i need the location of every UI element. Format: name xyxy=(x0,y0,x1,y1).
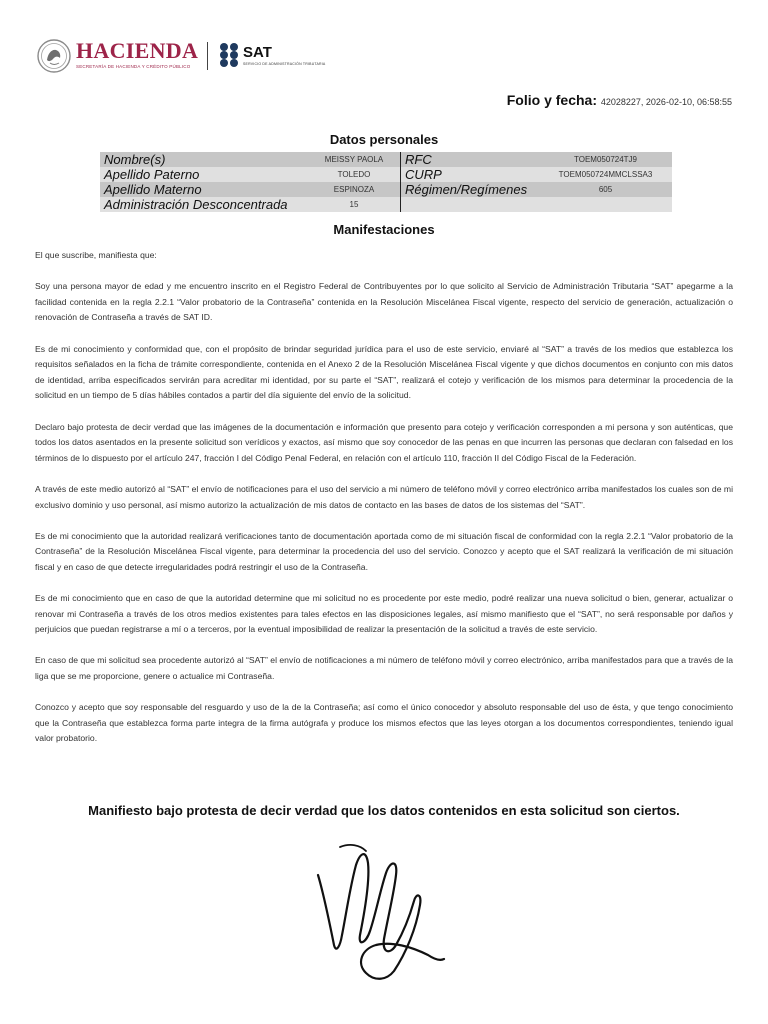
manifestaciones-body xyxy=(35,248,733,763)
label-empty xyxy=(401,197,540,212)
paragraph: A través de este medio autorizó al “SAT” el envío de notificaciones para el uso del servicio a mi número de teléfono móvil y correo electrónico arriba manifestados los cuales son de mi exclusivo dominio y uso personal, así mismo autorizo la actualización de mis datos de contacto en las bases de datos de los sistemas del “SAT”. xyxy=(35,483,733,510)
folio-label: Folio y fecha: xyxy=(506,92,597,108)
hacienda-subtitle: SECRETARÍA DE HACIENDA Y CRÉDITO PÚBLICO xyxy=(76,64,191,69)
paragraph: Declaro bajo protesta de decir verdad que las imágenes de la documentación e información que presento para cotejo y verificación corresponden a mi persona y son auténticas, que todos los datos asentados en la presente solicitud son verídicos y exactos, así mismo que soy conocedor de las penas en que incurren las personas que declaran con falsedad en los términos de lo dispuesto por el artículo 247, fracción I del Código Penal Federal, en relación con el artículo 110, fracción II del Código Fiscal de la Federación. xyxy=(35,421,733,463)
label-curp: CURP xyxy=(401,167,540,182)
header-logos xyxy=(36,38,336,74)
value-administracion: 15 xyxy=(308,197,401,212)
label-rfc: RFC xyxy=(401,152,540,167)
sat-subtitle: SERVICIO DE ADMINISTRACIÓN TRIBUTARIA xyxy=(243,62,326,66)
paragraph: Es de mi conocimiento que en caso de que la autoridad determine que mi solicitud no es procedente por este medio, podré realizar una nueva solicitud o bien, generar, actualizar o renovar mi Contraseña a través de los otros medios existentes para tales efectos en las disposiciones legales, así mismo manifiesto que el “SAT”, no será responsable por daños y perjuicios que puedan registrarse a mí o a terceros, por la eventual imposibilidad de realizar la presentación de la solicitud a través de este servicio. xyxy=(35,593,733,635)
label-apellido-materno: Apellido Materno xyxy=(100,182,308,197)
sat-logo-text: SAT xyxy=(243,44,272,61)
folio-value: 42028227, 2026-02-10, 06:58:55 xyxy=(600,97,732,107)
value-rfc: TOEM050724TJ9 xyxy=(539,152,672,167)
table-row xyxy=(100,197,672,212)
label-nombre: Nombre(s) xyxy=(100,152,308,167)
paragraph: Es de mi conocimiento y conformidad que, con el propósito de brindar seguridad jurídica para el uso de este servicio, enviaré al “SAT” a través de los medios que establezca los requisitos señalados en la ficha de trámite correspondiente, contenida en el Anexo 2 de la Resolución Miscelánea Fiscal vigente y que dichos documentos en conjunto con mis datos de identidad, arriba especificados servirán para acreditar mi identidad, por su parte el “SAT”, realizará el cotejo y verificación de los mismos para determinar la procedencia de la solicitud en un tiempo de 5 días hábiles contados a partir del día siguiente del envío de la solicitud. xyxy=(35,343,733,401)
value-apellido-materno: ESPINOZA xyxy=(308,182,401,197)
datos-personales-table xyxy=(100,152,672,212)
folio-line xyxy=(507,92,732,108)
paragraph: El que suscribe, manifiesta que: xyxy=(35,250,157,260)
logo-divider xyxy=(207,42,208,70)
paragraph: Conozco y acepto que soy responsable del resguardo y uso de la de la Contraseña; así como el único conocedor y absoluto responsable del uso de ésta, y que tengo conocimiento que la Contraseña que establezca forma parte integra de la firma autógrafa y produce los mismos efectos que las leyes otorgan a los documentos correspondientes, teniendo igual valor probatorio. xyxy=(35,702,733,744)
table-row xyxy=(100,152,672,167)
hacienda-logo-text: HACIENDA xyxy=(76,38,199,63)
declaration-statement: Manifiesto bajo protesta de decir verdad que los datos contenidos en esta solicitud son ciertos. xyxy=(88,803,680,818)
label-administracion: Administración Desconcentrada xyxy=(100,197,308,212)
value-nombre: MEISSY PAOLA xyxy=(308,152,401,167)
signature-image xyxy=(310,835,450,985)
label-apellido-paterno: Apellido Paterno xyxy=(100,167,308,182)
table-row xyxy=(100,182,672,197)
value-regimen: 605 xyxy=(539,182,672,197)
paragraph: Es de mi conocimiento que la autoridad realizará verificaciones tanto de documentación aportada como de mi situación fiscal de conformidad con la regla 2.2.1 “Valor probatorio de la Contraseña” de la Resolución Miscelánea Fiscal vigente, para determinar la procedencia del uso del servicio. Conozco y acepto que el SAT realizará la verificación de mi situación fiscal y en caso de que detecte irregularidades podrá restringir el uso de la Contraseña. xyxy=(35,530,733,572)
value-empty xyxy=(539,197,672,212)
manifestaciones-title: Manifestaciones xyxy=(333,222,435,237)
paragraph: En caso de que mi solicitud sea procedente autorizó al “SAT” el envío de notificaciones a mi número de teléfono móvil y correo electrónico, arriba manifestados para que a través de la liga que se me proporcione, genere o actualice mi Contraseña. xyxy=(35,655,733,682)
paragraph: Soy una persona mayor de edad y me encuentro inscrito en el Registro Federal de Contribuyentes por lo que solicito al Servicio de Administración Tributaria “SAT” apegarme a la facilidad contenida en la regla 2.2.1 “Valor probatorio de la Contraseña” contenida en la Resolución Miscelánea Fiscal vigente, respecto del servicio de generación, actualización o renovación de Contraseña a través de SAT ID. xyxy=(35,281,733,323)
table-row xyxy=(100,167,672,182)
label-regimen: Régimen/Regímenes xyxy=(401,182,540,197)
sat-logo-icon xyxy=(218,42,240,68)
datos-personales-title: Datos personales xyxy=(329,132,439,147)
value-curp: TOEM050724MMCLSSA3 xyxy=(539,167,672,182)
value-apellido-paterno: TOLEDO xyxy=(308,167,401,182)
national-seal-icon xyxy=(36,38,72,74)
